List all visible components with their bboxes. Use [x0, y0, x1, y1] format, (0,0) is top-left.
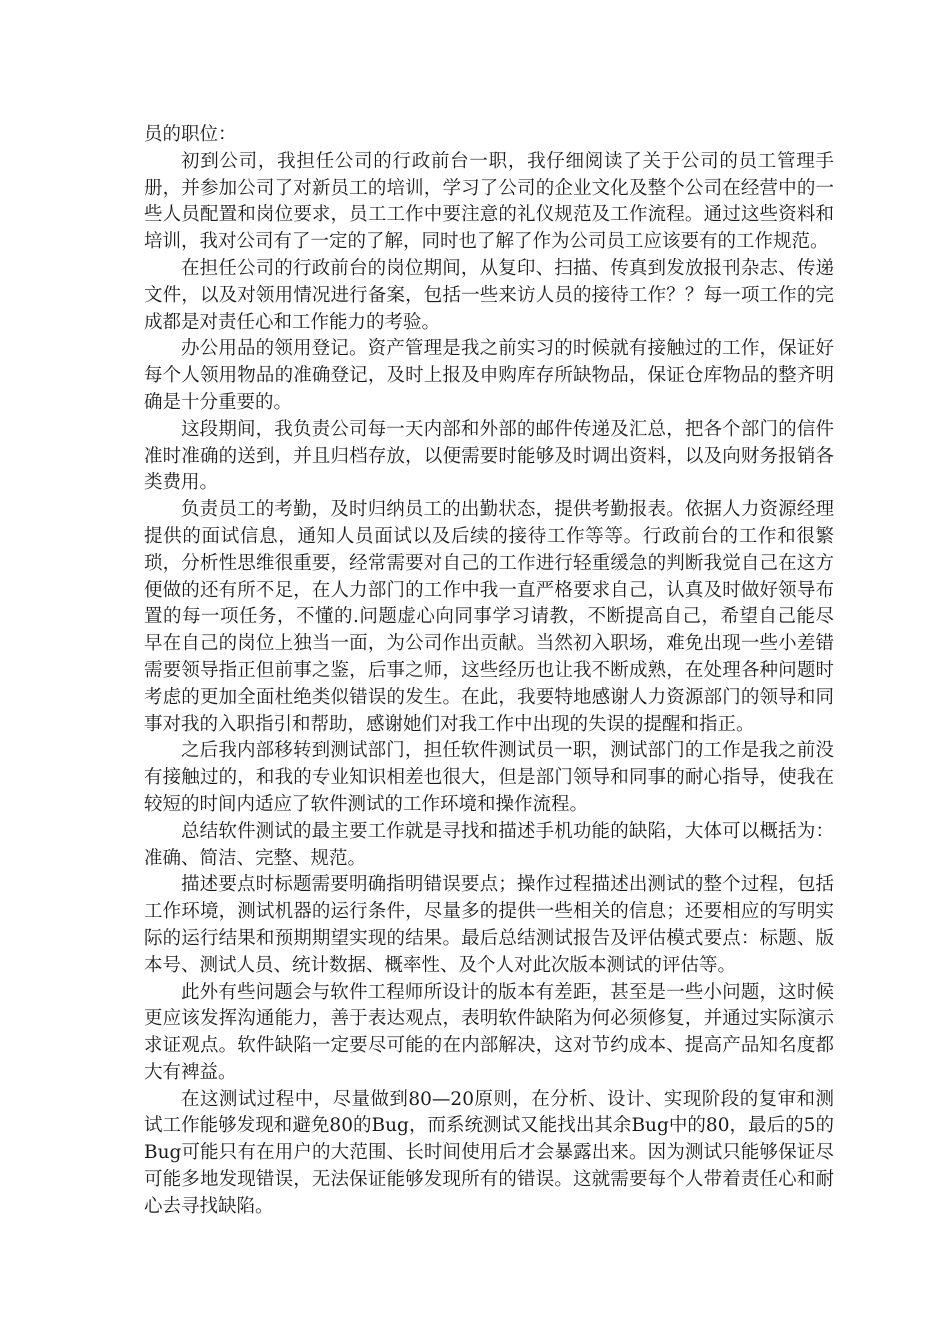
paragraph-mail-handling: 这段期间，我负责公司每一天内部和外部的邮件传递及汇总，把各个部门的信件准时准确的送到，并且归档存放，以便需要时能够及时调出资料，以及向财务报销各类费用。: [144, 418, 834, 494]
paragraph-office-supplies: 办公用品的领用登记。资产管理是我之前实习的时候就有接触过的工作，保证好每个人领用物品的准确登记，及时上报及申购库存所缺物品，保证仓库物品的整齐明确是十分重要的。: [144, 338, 834, 413]
paragraph-continuation: 员的职位：: [144, 124, 237, 145]
paragraph-transfer-testing: 之后我内部移转到测试部门，担任软件测试员一职，测试部门的工作是我之前没有接触过的，和我的专业知识相差也很大，但是部门领导和同事的耐心指导，使我在较短的时间内适应了软件测试的工作环境和操作流程。: [144, 740, 834, 815]
paragraph-bug-description: 描述要点时标题需要明确指明错误要点；操作过程描述出测试的整个过程，包括工作环境，测试机器的运行条件，尽量多的提供一些相关的信息；还要相应的写明实际的运行结果和预期期望实现的结果。最后总结测试报告及评估模式要点：标题、版本号、测试人员、统计数据、概率性、及个人对此次版本测试的评估等。: [144, 874, 834, 976]
paragraph-attendance: 负责员工的考勤，及时归纳员工的出勤状态，提供考勤报表。依据人力资源经理提供的面试信息，通知人员面试以及后续的接待工作等等。行政前台的工作和很繁琐，分析性思维很重要，经常需要对自己的工作进行轻重缓急的判断我觉自己在这方便做的还有所不足，在人力部门的工作中我一直严格要求自己，认真及时做好领导布置的每一项任务，不懂的.问题虚心向同事学习请教，不断提高自己，希望自己能尽早在自己的岗位上独当一面，为公司作出贡献。当然初入职场，难免出现一些小差错需要领导指正但前事之鉴，后事之师，这些经历也让我不断成熟，在处理各种问题时考虑的更加全面杜绝类似错误的发生。在此，我要特地感谢人力资源部门的领导和同事对我的入职指引和帮助，感谢她们对我工作中出现的失误的提醒和指正。: [144, 499, 834, 735]
document-body: [144, 122, 834, 1221]
paragraph-onboarding: 初到公司，我担任公司的行政前台一职，我仔细阅读了关于公司的员工管理手册，并参加公司了对新员工的培训，学习了公司的企业文化及整个公司在经营中的一些人员配置和岗位要求，员工工作中要注意的礼仪规范及工作流程。通过这些资料和培训，我对公司有了一定的了解，同时也了解了作为公司员工应该要有的工作规范。: [144, 150, 834, 253]
paragraph-front-desk-duties: 在担任公司的行政前台的岗位期间，从复印、扫描、传真到发放报刊杂志、传递文件，以及对领用情况进行备案，包括一些来访人员的接待工作？？每一项工作的完成都是对责任心和工作能力的考验。: [144, 257, 834, 333]
paragraph-communication: 此外有些问题会与软件工程师所设计的版本有差距，甚至是一些小问题，这时候更应该发挥沟通能力，善于表达观点，表明软件缺陷为何必须修复，并通过实际演示求证观点。软件缺陷一定要尽可能的在内部解决，这对节约成本、提高产品知名度都大有裨益。: [144, 981, 834, 1083]
paragraph-80-20-rule: 在这测试过程中，尽量做到80—20原则，在分析、设计、实现阶段的复审和测试工作能够发现和避免80的Bug，而系统测试又能找出其余Bug中的80，最后的5的Bug可能只有在用户的大范围、长时间使用后才会暴露出来。因为测试只能够保证尽可能多地发现错误，无法保证能够发现所有的错误。这就需要每个人带着责任心和耐心去寻找缺陷。: [144, 1088, 834, 1217]
paragraph-testing-summary: 总结软件测试的最主要工作就是寻找和描述手机功能的缺陷，大体可以概括为：准确、简洁、完整、规范。: [144, 820, 834, 869]
